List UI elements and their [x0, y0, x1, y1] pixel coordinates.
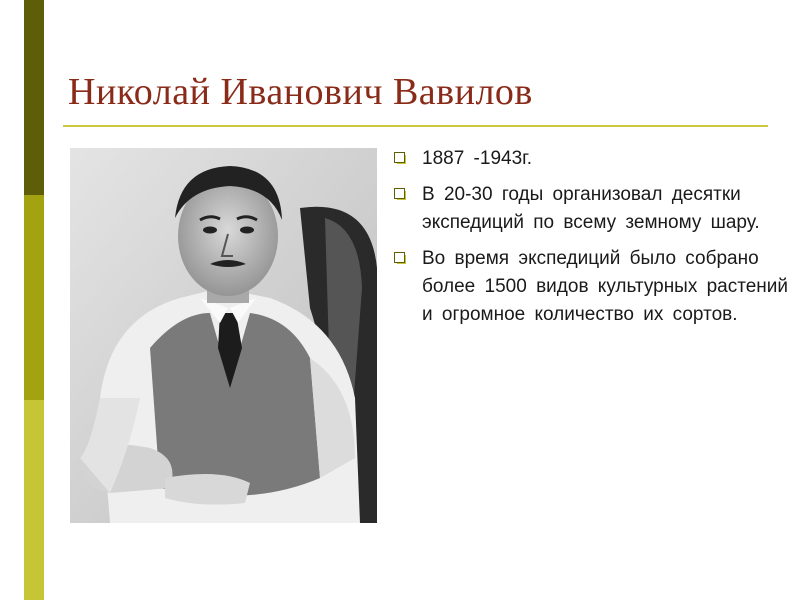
portrait-illustration: [70, 148, 377, 523]
bullet-item: [392, 245, 790, 329]
accent-bar-segment-dark: [24, 0, 44, 195]
slide-title: Николай Иванович Вавилов: [68, 71, 533, 113]
accent-bar-segment-mid: [24, 195, 44, 400]
square-bullet-icon: [394, 252, 405, 263]
portrait-photo: [70, 148, 377, 523]
bullet-item: [392, 145, 790, 173]
square-bullet-icon: [394, 152, 405, 163]
accent-bar-segment-light: [24, 400, 44, 600]
bullet-list: [392, 145, 790, 337]
bullet-text: Во время экспедиций было собрано более 1500 видов культурных растений и огромное количество их сортов.: [422, 248, 789, 325]
bullet-item: [392, 181, 790, 237]
bullet-text: 1887 -1943г.: [422, 148, 533, 169]
title-divider: [63, 125, 768, 127]
square-bullet-icon: [394, 188, 405, 199]
left-accent-bar: [24, 0, 44, 600]
bullet-text: В 20-30 годы организовал десятки экспедиций по всему земному шару.: [422, 184, 760, 233]
